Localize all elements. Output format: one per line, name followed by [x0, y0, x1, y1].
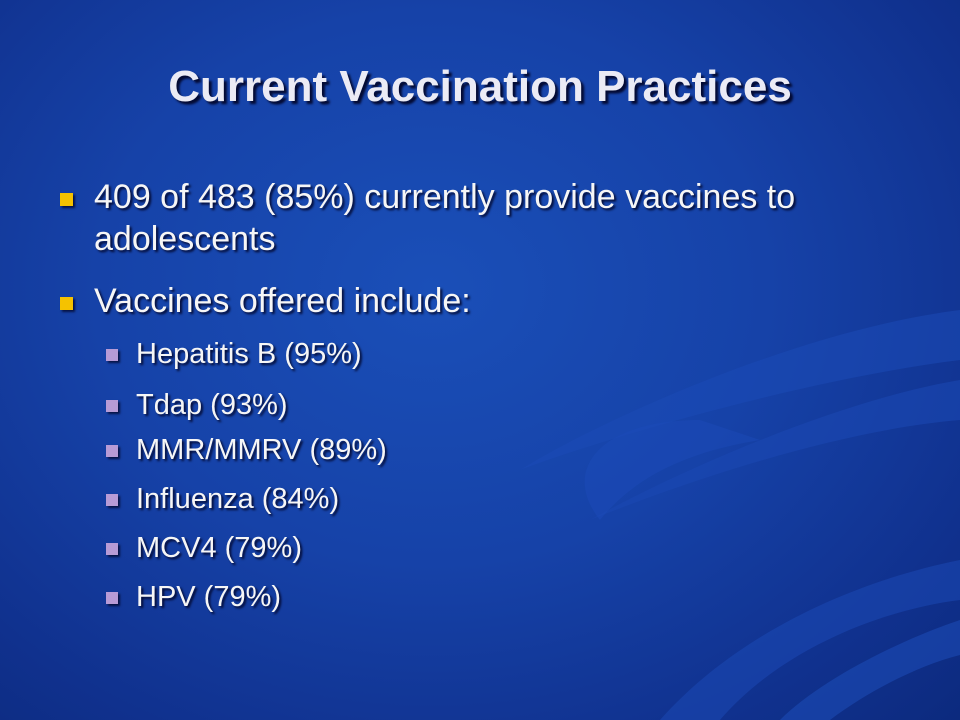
square-bullet-icon [60, 297, 73, 310]
sub-bullet-item [106, 580, 281, 614]
bullet-text: 409 of 483 (85%) currently provide vaccines to adolescents [94, 178, 796, 258]
bullet-item [60, 280, 854, 322]
square-bullet-icon [106, 400, 118, 412]
sub-bullet-text: Tdap (93%) [136, 389, 288, 421]
sub-bullet-item [106, 433, 387, 467]
square-bullet-icon [106, 349, 118, 361]
sub-bullet-item [106, 531, 302, 565]
sub-bullet-text: Influenza (84%) [136, 483, 340, 515]
square-bullet-icon [60, 193, 73, 206]
bullet-item [60, 176, 854, 260]
sub-bullet-text: MCV4 (79%) [136, 532, 302, 564]
sub-bullet-item [106, 388, 288, 422]
square-bullet-icon [106, 592, 118, 604]
square-bullet-icon [106, 543, 118, 555]
square-bullet-icon [106, 445, 118, 457]
sub-bullet-item [106, 337, 362, 371]
sub-bullet-item [106, 482, 339, 516]
sub-bullet-text: MMR/MMRV (89%) [136, 434, 387, 466]
sub-bullet-text: Hepatitis B (95%) [136, 338, 362, 370]
slide-title: Current Vaccination Practices [168, 62, 792, 111]
square-bullet-icon [106, 494, 118, 506]
sub-bullet-text: HPV (79%) [136, 581, 282, 613]
bullet-text: Vaccines offered include: [94, 282, 471, 320]
